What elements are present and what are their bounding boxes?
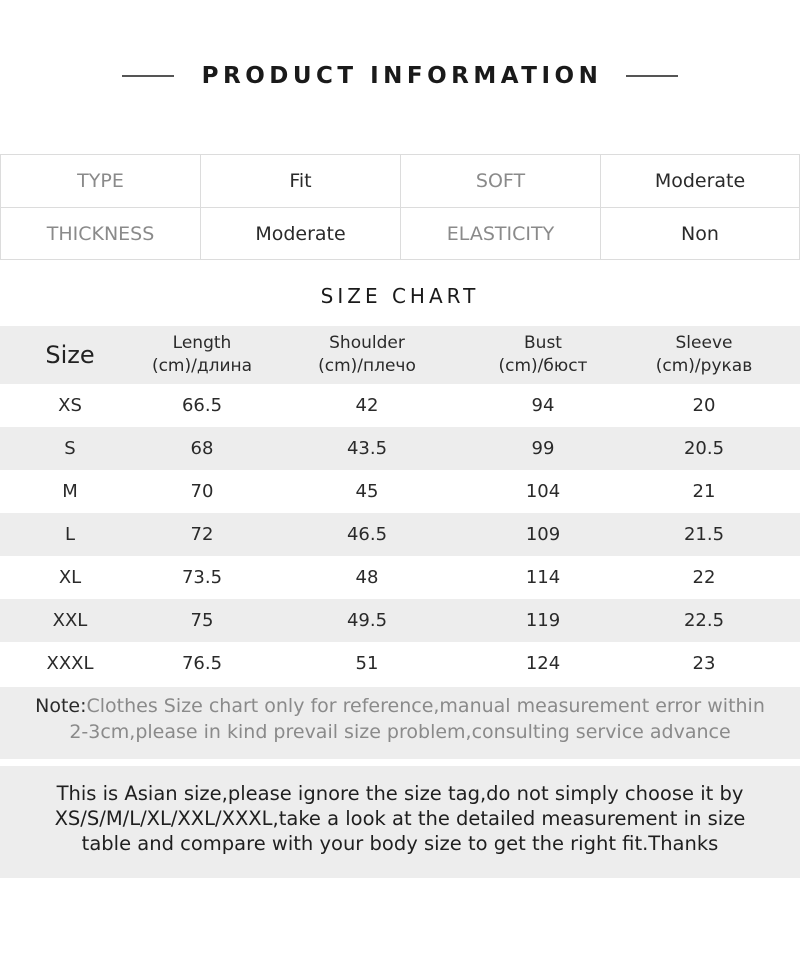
header-shoulder-name: Shoulder (329, 333, 405, 353)
cell-sleeve: 23 (692, 653, 716, 674)
notice-line-1: This is Asian size,please ignore the size tag,do not simply choose it by (56, 782, 744, 805)
info-label-type: TYPE (0, 155, 200, 207)
cell-bust: 114 (525, 567, 561, 588)
cell-bust: 119 (525, 610, 561, 631)
table-row (0, 642, 800, 685)
cell-length: 72 (190, 524, 214, 545)
header-sleeve-unit: (cm)/рукав (655, 356, 753, 376)
cell-size: XXL (52, 610, 88, 631)
header-bust-name: Bust (524, 333, 562, 353)
cell-sleeve: 21.5 (683, 524, 725, 545)
info-label-soft: SOFT (400, 155, 600, 207)
header-divider-left (122, 75, 174, 77)
cell-bust: 124 (525, 653, 561, 674)
note-line-1 (14, 693, 786, 719)
header-divider-right (626, 75, 678, 77)
note-text-2: 2-3cm,please in kind prevail size problem,consulting service advance (69, 721, 731, 743)
cell-shoulder: 49.5 (346, 610, 388, 631)
cell-shoulder: 46.5 (346, 524, 388, 545)
cell-sleeve: 20.5 (683, 438, 725, 459)
cell-length: 73.5 (181, 567, 223, 588)
cell-length: 76.5 (181, 653, 223, 674)
header-size: Size (45, 341, 95, 369)
header-bust-unit: (cm)/бюст (498, 356, 588, 376)
header-length-name: Length (172, 333, 232, 353)
measurement-note (0, 687, 800, 759)
product-info-grid (0, 154, 800, 260)
notice-line-3: table and compare with your body size to get the right fit.Thanks (81, 832, 719, 855)
header-bust (470, 332, 616, 378)
table-row (0, 427, 800, 470)
cell-shoulder: 51 (355, 653, 379, 674)
info-value-type: Fit (200, 155, 400, 207)
size-chart-title: SIZE CHART (320, 284, 480, 308)
cell-sleeve: 20 (692, 395, 716, 416)
header-shoulder-unit: (cm)/плечо (318, 356, 416, 376)
cell-length: 70 (190, 481, 214, 502)
asian-size-notice (0, 766, 800, 878)
cell-length: 75 (190, 610, 214, 631)
table-row (0, 384, 800, 427)
size-table-header (0, 326, 800, 384)
cell-size: L (64, 524, 76, 545)
header-sleeve (616, 332, 792, 378)
cell-sleeve: 22 (692, 567, 716, 588)
info-value-elasticity: Non (600, 208, 800, 260)
cell-shoulder: 43.5 (346, 438, 388, 459)
info-row (0, 155, 800, 207)
section-header (0, 56, 800, 96)
cell-size: XS (58, 395, 82, 416)
cell-bust: 109 (525, 524, 561, 545)
table-row (0, 599, 800, 642)
info-value-soft: Moderate (600, 155, 800, 207)
cell-length: 68 (190, 438, 214, 459)
header-length (140, 332, 264, 378)
info-row (0, 207, 800, 260)
table-row (0, 556, 800, 599)
cell-size: M (62, 481, 78, 502)
cell-bust: 94 (531, 395, 555, 416)
cell-sleeve: 22.5 (683, 610, 725, 631)
table-row (0, 470, 800, 513)
cell-shoulder: 42 (355, 395, 379, 416)
info-label-elasticity: ELASTICITY (400, 208, 600, 260)
cell-length: 66.5 (181, 395, 223, 416)
page-title: PRODUCT INFORMATION (201, 63, 603, 89)
cell-shoulder: 45 (355, 481, 379, 502)
header-shoulder (264, 332, 470, 378)
table-row (0, 513, 800, 556)
header-length-unit: (cm)/длина (151, 356, 253, 376)
cell-bust: 99 (531, 438, 555, 459)
header-sleeve-name: Sleeve (675, 333, 733, 353)
cell-size: S (64, 438, 76, 459)
cell-shoulder: 48 (355, 567, 379, 588)
info-label-thickness: THICKNESS (0, 208, 200, 260)
cell-sleeve: 21 (692, 481, 716, 502)
notice-line-2: XS/S/M/L/XL/XXL/XXXL,take a look at the detailed measurement in size (54, 807, 746, 830)
note-text-1: Clothes Size chart only for reference,manual measurement error within (86, 695, 765, 717)
cell-size: XL (58, 567, 82, 588)
size-table (0, 326, 800, 685)
cell-bust: 104 (525, 481, 561, 502)
note-label: Note: (35, 695, 87, 717)
info-value-thickness: Moderate (200, 208, 400, 260)
cell-size: XXXL (46, 653, 94, 674)
